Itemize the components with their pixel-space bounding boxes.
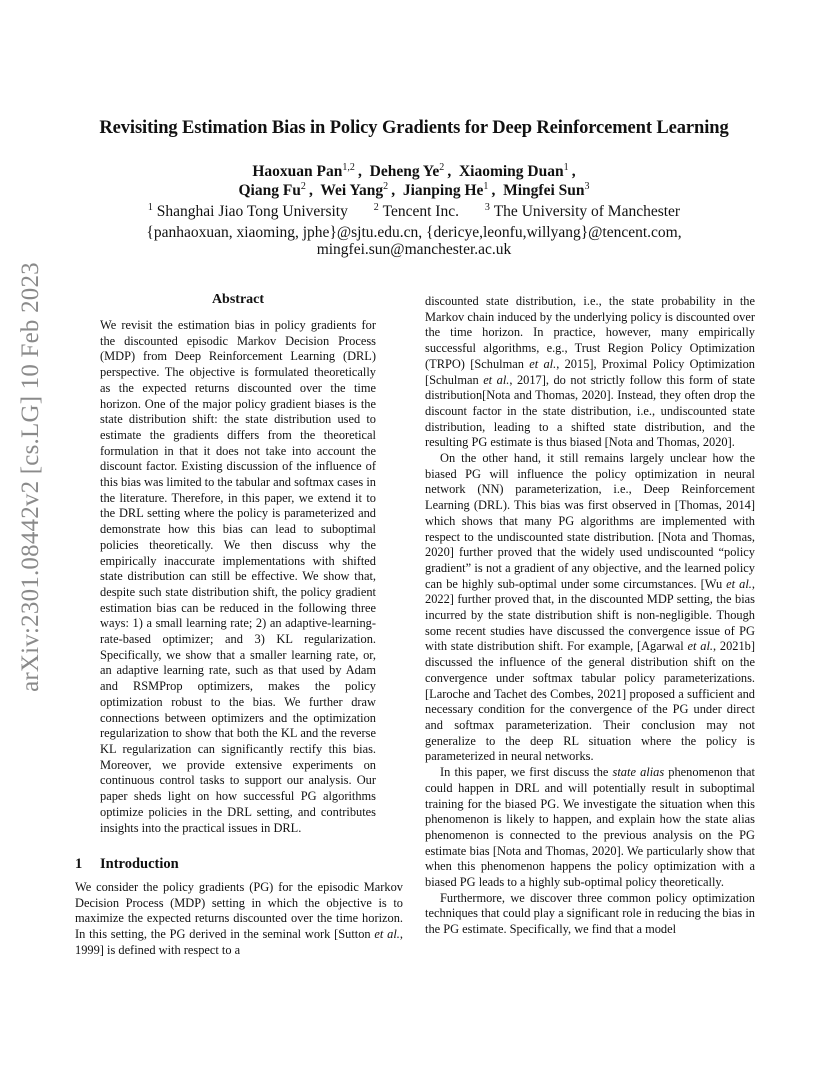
body-paragraph: In this paper, we first discuss the state alias phenomenon that could happen in DRL and will potentially result in suboptimal training for the biased PG. We investigate the situation when this phenomenon is likely to happen, and explain how the state alias phenomenon is connected to the previous analysis on the PG estimate bias [Nota and Thomas, 2020]. We particularly show that when this phenomenon happens the policy optimization with a biased PG leads to a highly sub-optimal policy theoretically.	[425, 765, 755, 890]
author-name: Wei Yang	[320, 182, 384, 200]
abstract-body	[100, 318, 376, 836]
body-paragraph: discounted state distribution, i.e., the state probability in the Markov chain induced by the underlying policy is discounted over the time horizon. In practice, however, many empirically successful algorithms, e.g., Trust Region Policy Optimization (TRPO) [Schulman et al., 2015], Proximal Policy Optimization [Schulman et al., 2017], do not strictly follow this form of state distribution[Nota and Thomas, 2020]. Instead, they often drop the discount factor in the state distribution, i.e., undiscounted state distribution, leading to a shifted state distribution, and the resulting PG estimate is thus biased [Nota and Thomas, 2020].	[425, 294, 756, 450]
email-line-1: {panhaoxuan, xiaoming, jphe}@sjtu.edu.cn, {dericye,leonfu,willyang}@tencent.com,	[146, 224, 682, 241]
author-name: Jianping He	[402, 182, 484, 200]
affiliation-name: Shanghai Jiao Tong University	[156, 203, 348, 221]
body-paragraph: On the other hand, it still remains largely unclear how the biased PG will influence the policy optimization in neural network (NN) parameterization, i.e., Deep Reinforcement Learning (DRL). This bias was first observed in [Thomas, 2014] which shows that many PG algorithms are implemented with respect to the undiscounted state distribution. [Nota and Thomas, 2020] further proved that the widely used undiscounted “policy gradient” is not a gradient of any objective, and the learned policy can be highly sub-optimal under some circumstances. [Wu et al., 2022] further proved that, in the discounted MDP setting, the bias incurred by the state distribution shift is non-negligible. Though some recent studies have discussed the convergence issue of PG with state distribution shift. For example, [Agarwal et al., 2021b] discussed the influence of the general distribution shift on the convergence under softmax tabular policy parameterizations. [Laroche and Tachet des Combes, 2021] proposed a sufficient and necessary condition for the convergence of the PG under direct and softmax parameterization. Their conclusion may not generalize to the deep RL situation where the policy is parameterized in neural networks.	[425, 451, 755, 764]
affiliation-mark: 3	[484, 202, 490, 213]
author-affiliation-mark: 1	[563, 162, 569, 173]
author-name: Mingfei Sun	[503, 182, 585, 200]
author-affiliation-mark: 3	[584, 181, 590, 192]
introduction-paragraph: We consider the policy gradients (PG) for the episodic Markov Decision Process (MDP) setting in which the objective is to maximize the expected returns discounted over the time horizon. In this setting, the PG derived in the seminal work [Sutton et al., 1999] is defined with respect to a	[75, 880, 403, 957]
affiliations	[0, 202, 828, 221]
section-title: Introduction	[100, 856, 179, 872]
author-affiliation-mark: 2	[300, 181, 306, 192]
author-line-1: Haoxuan Pan$^{1,2}$ , Deheng Ye$^2$ , Xiaoming Duan$^1$ ,	[252, 162, 576, 181]
author-affiliation-mark: 1	[483, 181, 489, 192]
author-name: Haoxuan Pan	[252, 163, 343, 181]
affiliation-mark: 1	[147, 202, 153, 213]
author-affiliation-mark: 2	[439, 162, 445, 173]
author-name: Deheng Ye	[369, 163, 440, 181]
email-line-2: mingfei.sun@manchester.ac.uk	[316, 241, 512, 258]
affiliation-mark: 2	[373, 202, 379, 213]
author-affiliation-mark: 2	[383, 181, 389, 192]
affiliation-name: Tencent Inc.	[382, 203, 459, 221]
introduction-body	[75, 880, 403, 959]
arxiv-identifier-text: arXiv:2301.08442v2 [cs.LG] 10 Feb 2023	[17, 262, 44, 692]
abstract-paragraph: We revisit the estimation bias in policy gradients for the discounted episodic Markov Decision Process (MDP) from Deep Reinforcement Learning (DRL) perspective. The objective is formulated theoretically as the expected returns discounted over the time horizon. One of the major policy gradient biases is the state distribution shift: the state distribution used to estimate the gradients differs from the theoretical formulation in that it does not take into account the discount factor. Existing discussion of the influence of this bias was limited to the tabular and softmax cases in the literature. Therefore, in this paper, we extend it to the DRL setting where the policy is parameterized and demonstrate how this bias can lead to suboptimal policies theoretically. We then discuss why the empirically inaccurate implementations with shifted state distribution can still be effective. We show that, despite such state distribution shift, the policy gradient estimation bias can be reduced in the following three ways: 1) a small learning rate; 2) an adaptive-learning-rate-based optimizer; and 3) KL regularization. Specifically, we show that a smaller learning rate, or, an adaptive learning rate, such as that used by Adam and RSMProp optimizers, makes the policy optimization robust to the bias. We further draw connections between optimizers and the optimization regularization to show that both the KL and the reverse KL regularization can significantly rectify this bias. Moreover, we provide extensive experiments on continuous control tasks to support our analysis. Our paper sheds light on how successful PG algorithms optimize policies in the DRL setting, and contributes insights into the practical issues in DRL.	[100, 318, 376, 835]
paper-title: Revisiting Estimation Bias in Policy Gradients for Deep Reinforcement Learning	[99, 118, 729, 138]
author-name: Qiang Fu	[238, 182, 301, 200]
body-paragraph: Furthermore, we discover three common policy optimization techniques that could play a significant role in reducing the bias in the PG estimate. Specifically, we find that a model	[425, 890, 755, 937]
right-column-body	[425, 294, 755, 938]
author-line-2: Qiang Fu$^2$ , Wei Yang$^2$ , Jianping He$^1$ , Mingfei Sun$^3$	[238, 181, 590, 200]
section-number: 1	[75, 856, 83, 872]
author-affiliation-mark: 1,2	[342, 162, 355, 173]
section-heading-introduction	[75, 856, 179, 873]
affiliation-name: The University of Manchester	[493, 203, 681, 221]
abstract-heading: Abstract	[211, 292, 265, 307]
author-name: Xiaoming Duan	[458, 163, 564, 181]
